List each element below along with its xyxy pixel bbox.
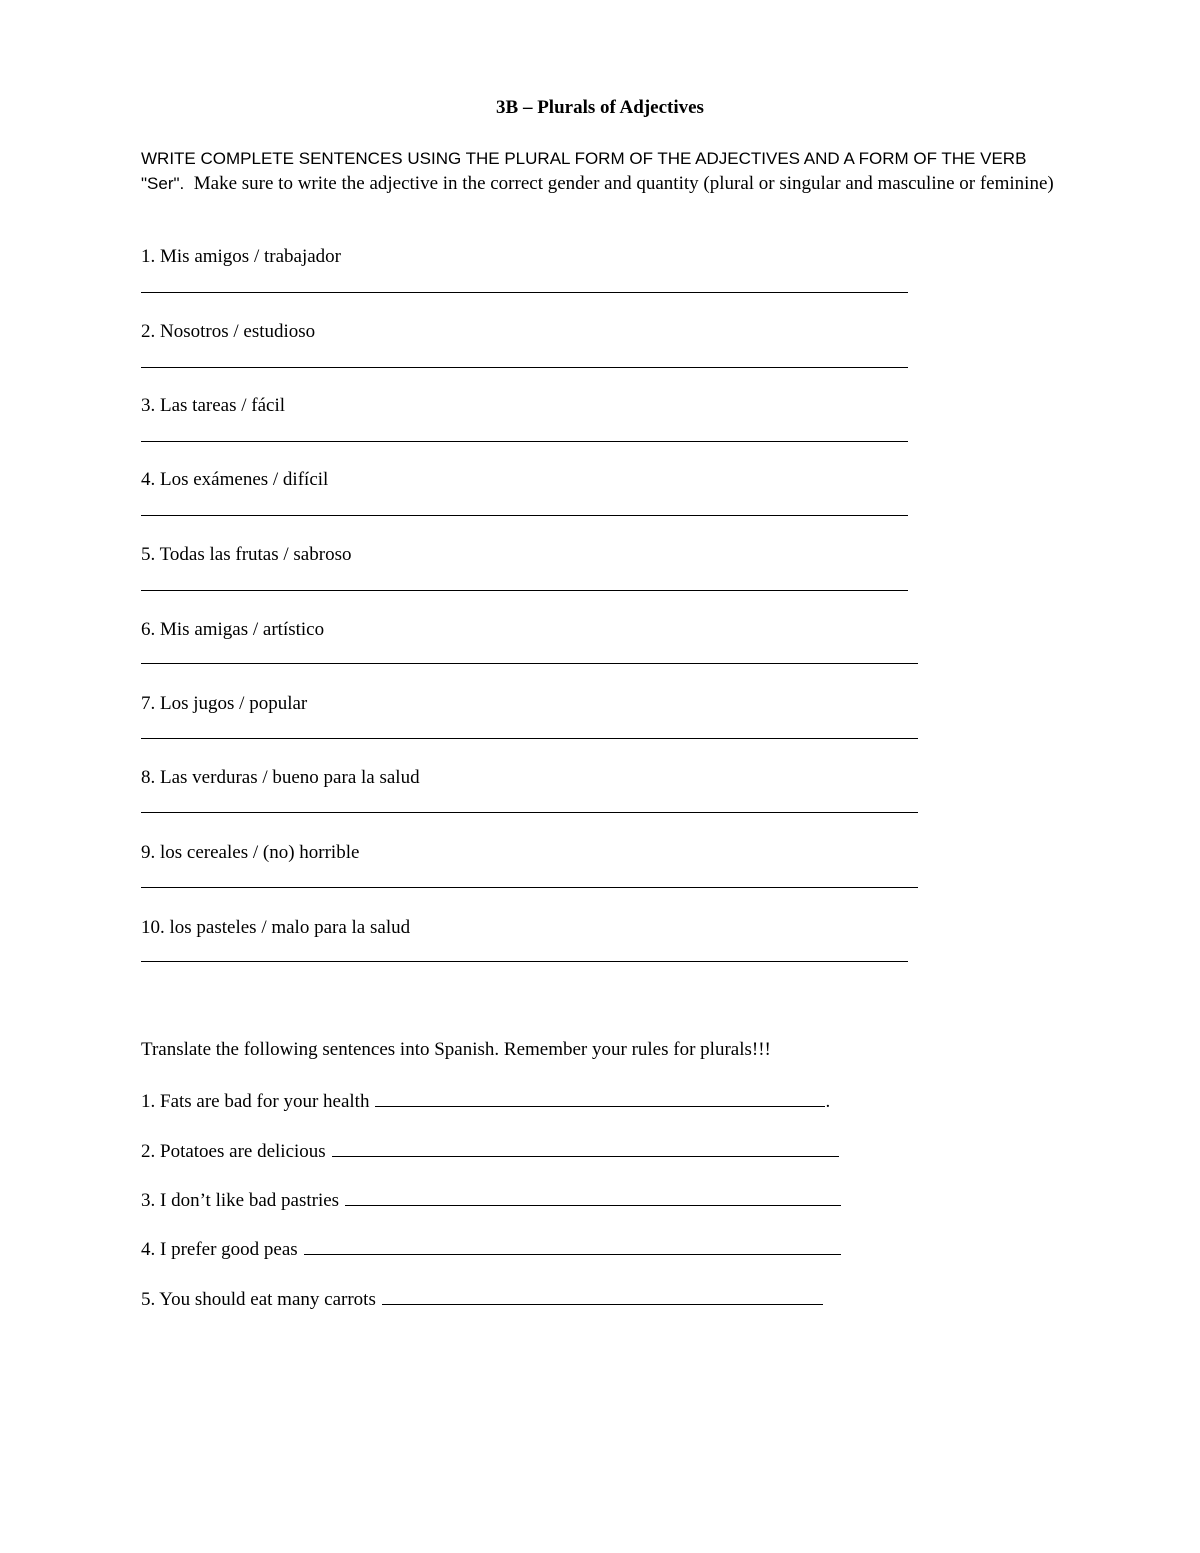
translation-prompt-2: 2. Potatoes are delicious bbox=[141, 1141, 326, 1162]
instructions bbox=[141, 146, 1071, 196]
prompt-2: 2. Nosotros / estudioso bbox=[141, 321, 316, 342]
prompt-8: 8. Las verduras / bueno para la salud bbox=[141, 767, 420, 788]
translation-prompt-4: 4. I prefer good peas bbox=[141, 1239, 298, 1260]
answer-line-8[interactable] bbox=[141, 812, 918, 813]
prompt-3: 3. Las tareas / fácil bbox=[141, 395, 286, 416]
translation-prompt-5: 5. You should eat many carrots bbox=[141, 1289, 376, 1310]
answer-line-1[interactable] bbox=[141, 292, 908, 293]
translation-instructions: Translate the following sentences into Spanish. Remember your rules for plurals!!! bbox=[141, 1039, 771, 1060]
translation-answer-line-5[interactable] bbox=[382, 1288, 823, 1305]
prompt-6: 6. Mis amigas / artístico bbox=[141, 619, 325, 640]
translation-answer-line-2[interactable] bbox=[332, 1140, 839, 1157]
answer-line-6[interactable] bbox=[141, 663, 918, 664]
prompt-1: 1. Mis amigos / trabajador bbox=[141, 246, 341, 267]
translation-item-3 bbox=[141, 1189, 841, 1212]
prompt-5: 5. Todas las frutas / sabroso bbox=[141, 544, 352, 565]
translation-item-5 bbox=[141, 1288, 823, 1311]
translation-item-4 bbox=[141, 1238, 841, 1261]
translation-prompt-1: 1. Fats are bad for your health bbox=[141, 1091, 370, 1112]
translation-answer-line-3[interactable] bbox=[345, 1189, 841, 1206]
translation-item-1 bbox=[141, 1090, 830, 1113]
answer-line-9[interactable] bbox=[141, 887, 918, 888]
answer-line-10[interactable] bbox=[141, 961, 908, 962]
translation-prompt-3: 3. I don’t like bad pastries bbox=[141, 1190, 340, 1211]
answer-line-2[interactable] bbox=[141, 367, 908, 368]
instructions-rest: Make sure to write the adjective in the correct gender and quantity (plural or singular and masculine or feminine) bbox=[193, 173, 1054, 194]
answer-line-5[interactable] bbox=[141, 590, 908, 591]
prompt-4: 4. Los exámenes / difícil bbox=[141, 469, 329, 490]
answer-line-3[interactable] bbox=[141, 441, 908, 442]
page-title: 3B – Plurals of Adjectives bbox=[496, 97, 704, 118]
translation-period: . bbox=[825, 1091, 831, 1112]
instructions-caps: WRITE COMPLETE SENTENCES USING THE PLURAL FORM OF THE ADJECTIVES AND A FORM OF THE VERB "Ser". bbox=[141, 149, 1027, 193]
prompt-7: 7. Los jugos / popular bbox=[141, 693, 308, 714]
prompt-9: 9. los cereales / (no) horrible bbox=[141, 842, 360, 863]
answer-line-4[interactable] bbox=[141, 515, 908, 516]
translation-answer-line-4[interactable] bbox=[304, 1238, 841, 1255]
translation-answer-line-1[interactable] bbox=[375, 1090, 825, 1107]
translation-item-2 bbox=[141, 1140, 839, 1163]
answer-line-7[interactable] bbox=[141, 738, 918, 739]
prompt-10: 10. los pasteles / malo para la salud bbox=[141, 917, 411, 938]
